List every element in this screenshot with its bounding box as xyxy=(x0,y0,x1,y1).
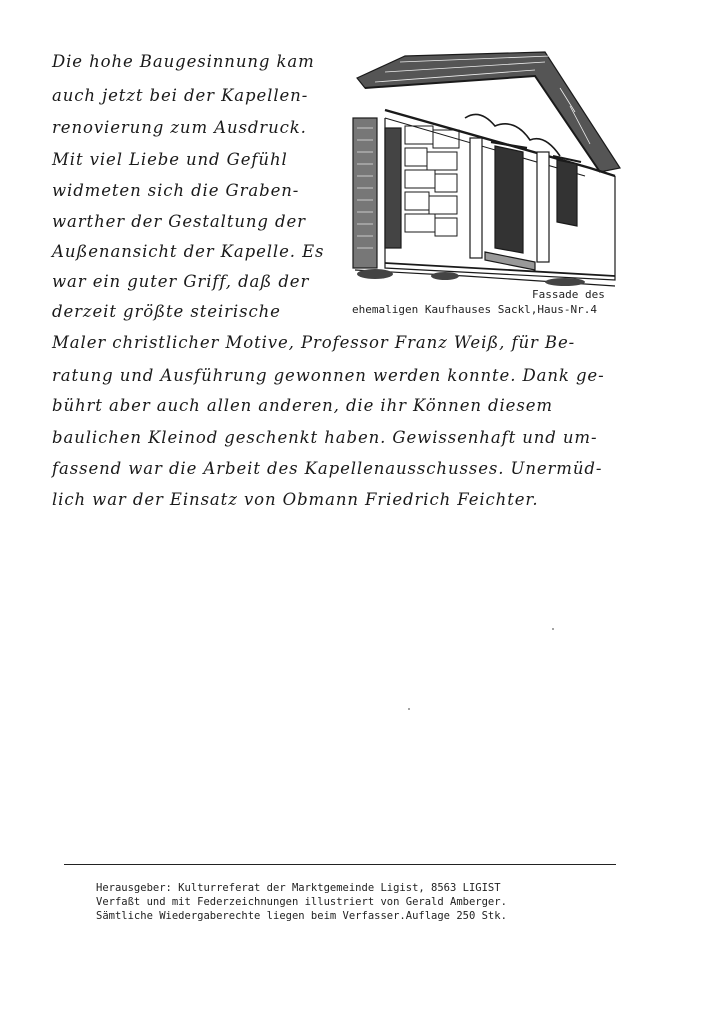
building-facade-illustration xyxy=(345,48,625,288)
figure-caption-line1: Fassade des xyxy=(532,288,605,301)
facade-drawing xyxy=(345,48,625,288)
footer-divider xyxy=(64,864,616,865)
text-line: auch jetzt bei der Kapellen- xyxy=(52,86,309,105)
text-line: baulichen Kleinod geschenkt haben. Gewissenhaft und um- xyxy=(52,428,598,447)
footer-author: Verfaßt und mit Federzeichnungen illustriert von Gerald Amberger. xyxy=(96,896,507,908)
text-line: Die hohe Baugesinnung kam xyxy=(52,52,315,71)
text-line: widmeten sich die Graben- xyxy=(52,181,300,200)
text-line: fassend war die Arbeit des Kapellenausschusses. Unermüd- xyxy=(52,459,603,478)
text-line: renovierung zum Ausdruck. xyxy=(52,118,307,137)
speck xyxy=(408,708,410,710)
speck xyxy=(552,628,554,630)
text-line: bührt aber auch allen anderen, die ihr Können diesem xyxy=(52,396,553,415)
text-line: ratung und Ausführung gewonnen werden konnte. Dank ge- xyxy=(52,366,605,385)
text-line: Maler christlicher Motive, Professor Franz Weiß, für Be- xyxy=(52,333,576,352)
text-line: Außenansicht der Kapelle. Es xyxy=(52,242,325,261)
text-line: Mit viel Liebe und Gefühl xyxy=(52,150,288,169)
footer-publisher: Herausgeber: Kulturreferat der Marktgemeinde Ligist, 8563 LIGIST xyxy=(96,882,501,894)
text-line: derzeit größte steirische xyxy=(52,302,281,321)
footer-rights: Sämtliche Wiedergaberechte liegen beim Verfasser.Auflage 250 Stk. xyxy=(96,910,507,922)
text-line: warther der Gestaltung der xyxy=(52,212,306,231)
figure-caption-line2: ehemaligen Kaufhauses Sackl,Haus-Nr.4 xyxy=(352,303,598,316)
text-line: lich war der Einsatz von Obmann Friedrich Feichter. xyxy=(52,490,539,509)
text-line: war ein guter Griff, daß der xyxy=(52,272,310,291)
